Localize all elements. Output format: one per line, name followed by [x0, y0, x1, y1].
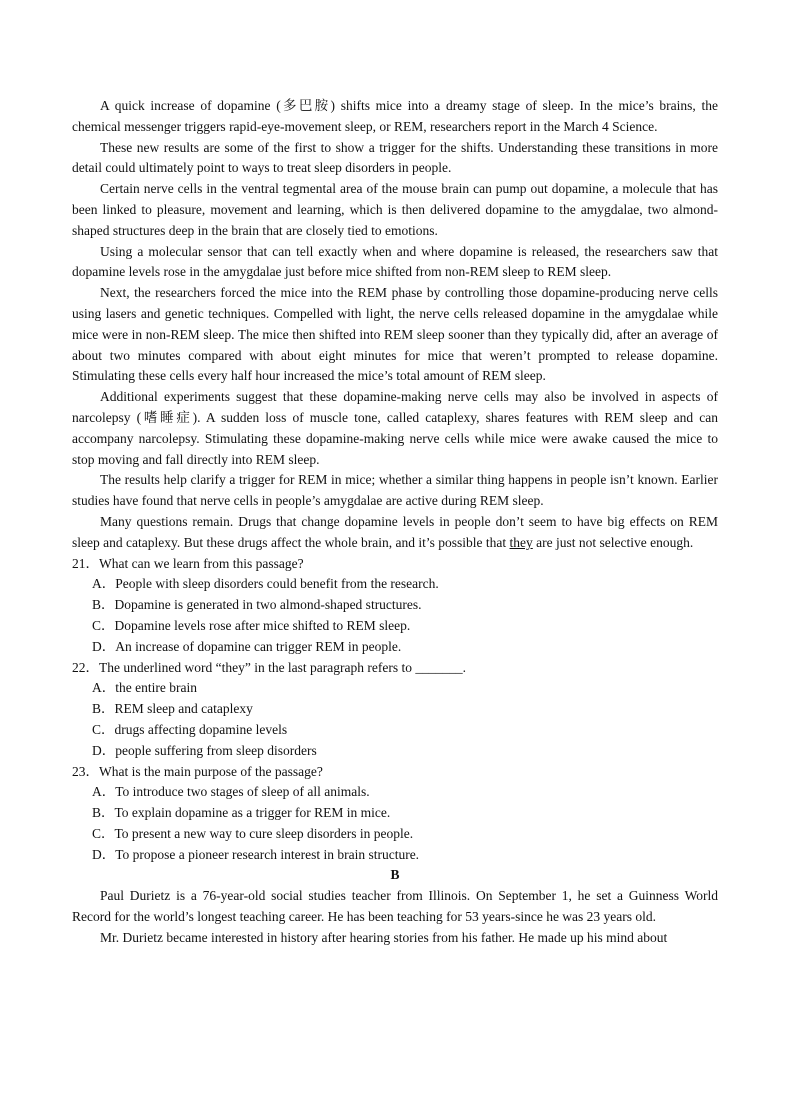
passage-a-paragraph-2: These new results are some of the first to show a trigger for the shifts. Understanding these transitions in more detail could ultimately point to ways to treat sleep disorders in people. [72, 139, 718, 176]
question-23-option-c: C．To present a new way to cure sleep disorders in people. [92, 825, 414, 841]
question-21-option-a: A．People with sleep disorders could benefit from the research. [92, 576, 439, 592]
question-22-option-c: C．drugs affecting dopamine levels [92, 721, 288, 737]
question-23-option-b: B．To explain dopamine as a trigger for REM in mice. [92, 805, 391, 821]
question-21-option-c: C．Dopamine levels rose after mice shifted to REM sleep. [92, 617, 411, 633]
question-21-option-d: D．An increase of dopamine can trigger REM in people. [92, 638, 402, 654]
question-22-option-a: A．the entire brain [92, 680, 197, 696]
passage-b-paragraph-2: Mr. Durietz became interested in history after hearing stories from his father. He made up his mind about [100, 929, 668, 945]
passage-a-paragraph-7: The results help clarify a trigger for REM in mice; whether a similar thing happens in people isn’t known. Earlier studies have found that nerve cells in people’s amygdalae are active during REM sleep. [72, 472, 718, 509]
question-22-option-d: D．people suffering from sleep disorders [92, 742, 317, 758]
passage-a-paragraph-6: Additional experiments suggest that these dopamine-making nerve cells may also be involved in aspects of narcolepsy (嗜睡症). A sudden loss of muscle tone, called cataplexy, shares features with REM sleep and can accompany narcolepsy. Stimulating these dopamine-making nerve cells while mice were awake caused the mice to stop moving and fall directly into REM sleep. [72, 389, 718, 467]
question-23-option-d: D．To propose a pioneer research interest in brain structure. [92, 846, 420, 862]
question-21-stem: 21．What can we learn from this passage? [72, 555, 304, 571]
passage-a-paragraph-4: Using a molecular sensor that can tell exactly when and where dopamine is released, the researchers saw that dopamine levels rose in the amygdalae just before mice shifted from non-REM sleep to REM sleep. [72, 243, 718, 280]
question-22-option-b: B．REM sleep and cataplexy [92, 701, 253, 717]
paragraph-8-text-after: are just not selective enough. [532, 534, 694, 550]
question-22-stem: 22．The underlined word “they” in the last paragraph refers to _______. [72, 659, 466, 675]
paragraph-8-text-before: Many questions remain. Drugs that change dopamine levels in people don’t seem to have big effects on REM sleep and cataplexy. But these drugs affect the whole brain, and it’s possible that [72, 513, 718, 550]
passage-a-paragraph-3: Certain nerve cells in the ventral tegmental area of the mouse brain can pump out dopamine, a molecule that has been linked to pleasure, movement and learning, which is then delivered dopamine to the amygdalae, two almond-shaped structures deep in the brain that are closely tied to emotions. [72, 181, 718, 238]
passage-b-paragraph-1: Paul Durietz is a 76-year-old social studies teacher from Illinois. On September 1, he set a Guinness World Record for the world’s longest teaching career. He has been teaching for 53 years-since he was 23 years old. [72, 888, 718, 925]
section-b-heading: B [390, 867, 400, 883]
question-23-option-a: A．To introduce two stages of sleep of all animals. [92, 784, 370, 800]
passage-a-paragraph-1: A quick increase of dopamine (多巴胺) shifts mice into a dreamy stage of sleep. In the mice’s brains, the chemical messenger triggers rapid-eye-movement sleep, or REM, researchers report in the March 4 Science. [72, 98, 718, 134]
document-page [72, 96, 718, 949]
question-21-option-b: B．Dopamine is generated in two almond-shaped structures. [92, 597, 422, 613]
question-23-stem: 23．What is the main purpose of the passage? [72, 763, 323, 779]
passage-a-paragraph-8 [72, 512, 718, 554]
passage-a-paragraph-5: Next, the researchers forced the mice into the REM phase by controlling those dopamine-producing nerve cells using lasers and genetic techniques. Compelled with light, the nerve cells released dopamine in the amygdalae while mice were in non-REM sleep. The mice then shifted into REM sleep sooner than they typically did, after an average of about two minutes compared with about eight minutes for mice that weren’t prompted to release dopamine. Stimulating these cells every half hour increased the mice’s total amount of REM sleep. [72, 285, 718, 384]
underlined-word-they: they [509, 534, 533, 550]
